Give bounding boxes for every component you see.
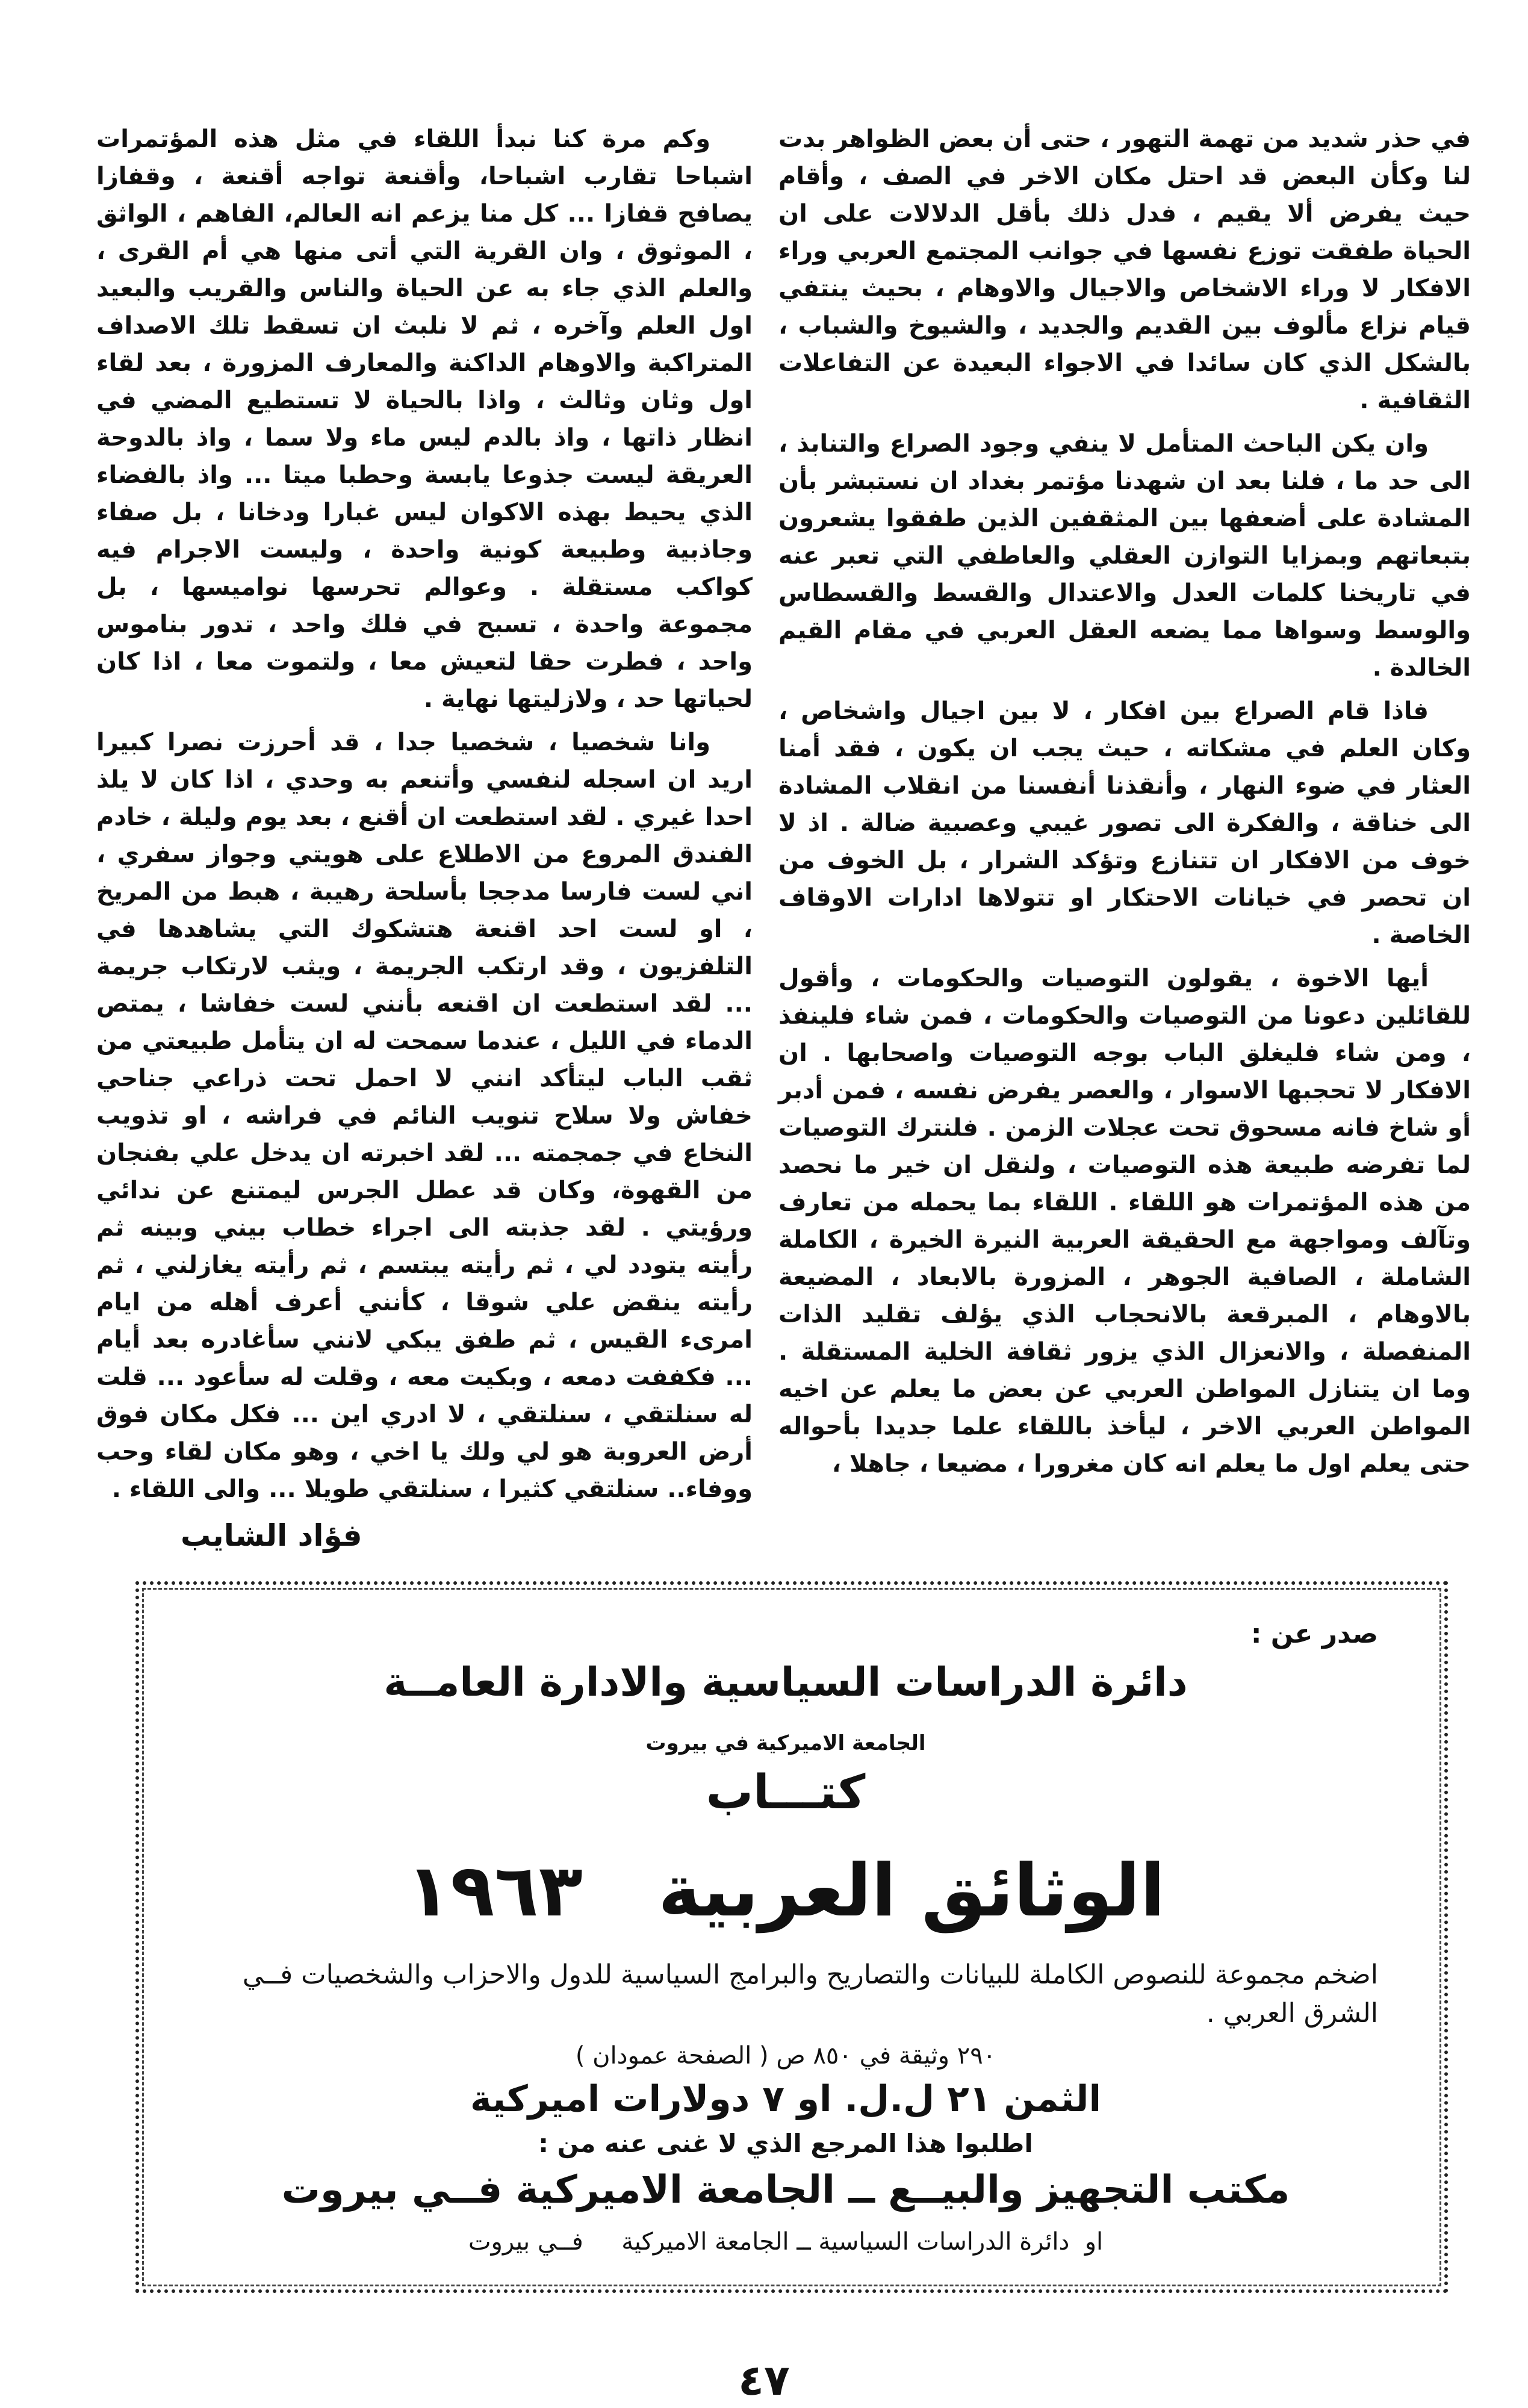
issued-by: صدر عن :	[1250, 1619, 1378, 1649]
paragraph: وان يكن الباحث المتأمل لا ينفي وجود الصراع والتنابذ ، الى حد ما ، فلنا بعد ان شهدنا مؤتمر بغداد ان نستبشر بأن المشادة على أضعفها بين المثقفين الذين طفقوا يشعرون بتبعاتهم وبمزايا التوازن العقلي والعاطفي التي تعبر عنه في تاريخنا كلمات العدل والاعتدال والقسط والقسطاس والوسط وسواها مما يضعه العقل العربي في مقام القيم الخالدة .	[778, 430, 1471, 682]
paragraph: في حذر شديد من تهمة التهور ، حتى أن بعض الظواهر بدت لنا وكأن البعض قد احتل مكان الاخر في الصف ، وأقام حيث يفرض ألا يقيم ، فدل ذلك بأقل الدلالات على ان الحياة طفقت توزع نفسها في جوانب المجتمع العربي وراء الافكار لا وراء الاشخاص والاجيال والاوهام ، بحيث ينتفي قيام نزاع مألوف بين القديم والجديد ، والشيوخ والشباب ، بالشكل الذي كان سائدا في الاجواء البعيدة عن التفاعلات الثقافية .	[778, 125, 1471, 414]
paragraph: فاذا قام الصراع بين افكار ، لا بين اجيال واشخاص ، وكان العلم في مشكاته ، حيث يجب ان يكون ، فقد أمنا العثار في ضوء النهار ، وأنقذنا أنفسنا من انقلاب المشادة الى خناقة ، والفكرة الى تصور غيبي وعصبية ضالة . اذ لا خوف من الافكار ان تتنازع وتؤكد الشرار ، بل الخوف من ان تحصر في خيانات الاحتكار او تتولاها ادارات الاوقاف الخاصة .	[778, 697, 1471, 949]
order-prompt: اطلبوا هذا المرجع الذي لا غنى عنه من :	[538, 2129, 1033, 2159]
article-columns	[96, 120, 1471, 1557]
seller-name: مكتب التجهيز والبيــع ــ الجامعة الاميركية فــي بيروت	[281, 2168, 1290, 2213]
book-title: الوثائق العربية ١٩٦٣	[406, 1849, 1166, 1933]
paragraph: أيها الاخوة ، يقولون التوصيات والحكومات ، وأقول للقائلين دعونا من التوصيات والحكومات ، فمن شاء فلينفذ ، ومن شاء فليغلق الباب بوجه التوصيات واصحابها . ان الافكار لا تحجبها الاسوار ، والعصر يفرض نفسه ، فمن أدبر أو شاخ فانه مسحوق تحت عجلات الزمن . فلنترك التوصيات لما تفرضه طبيعة هذه التوصيات ، ولنقل ان خير ما نحصد من هذه المؤتمرات هو اللقاء . اللقاء بما يحمله من تعارف وتآلف ومواجهة مع الحقيقة العربية النيرة الخيرة ، الكاملة الشاملة ، الصافية الجوهر ، المزورة بالابعاد ، المضيعة بالاوهام ، المبرقعة بالانحجاب الذي يؤلف تقليد الذات المنفصلة ، والانعزال الذي يزور ثقافة الخلية المستقلة . وما ان يتنازل المواطن العربي عن بعض ما يعلم عن اخيه المواطن العربي الاخر ، ليأخذ باللقاء علما جديدا بأحواله حتى يعلم اول ما يعلم انه كان مغرورا ، مضيعا ، جاهلا ،	[778, 965, 1471, 1478]
book-price: الثمن ٢١ ل.ل. او ٧ دولارات اميركية	[470, 2078, 1102, 2121]
paragraph: وكم مرة كنا نبدأ اللقاء في مثل هذه المؤتمرات اشباحا تقارب اشباحا، وأقنعة تواجه أقنعة ، وقفازا يصافح قفازا ... كل منا يزعم انه العالم، الفاهم ، الواثق ، الموثوق ، وان القرية التي أتى منها هي أم القرى ، والعلم الذي جاء به عن الحياة والناس والقريب والبعيد اول العلم وآخره ، ثم لا نلبث ان تسقط تلك الاصداف المتراكبة والاوهام الداكنة والمعارف المزورة ، بعد لقاء اول وثان وثالث ، واذا بالحياة لا تستطيع المضي في انظار ذاتها ، واذ بالدم ليس ماء ولا سما ، واذ بالدوحة العريقة ليست جذوعا يابسة وحطبا ميتا ... واذ بالفضاء الذي يحيط بهذه الاكوان ليس غبارا ودخانا ، بل صفاء وجاذبية وطبيعة كونية واحدة ، وليست الاجرام فيه كواكب مستقلة . وعوالم تحرسها نواميسها ، بل مجموعة واحدة ، تسبح في فلك واحد ، تدور بناموس واحد ، فطرت حقا لتعيش معا ، ولتموت معا ، اذا كان لحياتها حد ، ولازليتها نهاية .	[96, 125, 753, 713]
university-name: الجامعة الاميركية في بيروت	[645, 1731, 926, 1756]
alternative-seller: او دائرة الدراسات السياسية ــ الجامعة الاميركية فــي بيروت	[468, 2228, 1104, 2256]
book-label: كتـــاب	[706, 1765, 866, 1820]
page-number: ٤٧	[738, 2356, 790, 2406]
left-column	[96, 120, 753, 1557]
department-name: دائرة الدراسات السياسية والادارة العامــة	[384, 1658, 1188, 1705]
book-advertisement	[135, 1581, 1448, 2293]
author-signature: فؤاد الشايب	[181, 1518, 362, 1553]
book-description: اضخم مجموعة للنصوص الكاملة للبيانات والتصاريح والبرامج السياسية للدول والاحزاب والشخصيات فــي الشرق العربي .	[242, 1959, 1378, 2029]
right-column	[778, 120, 1471, 1489]
book-details: ٢٩٠ وثيقة في ٨٥٠ ص ( الصفحة عمودان )	[575, 2042, 996, 2070]
paragraph: وانا شخصيا ، شخصيا جدا ، قد أحرزت نصرا كبيرا اريد ان اسجله لنفسي وأتنعم به وحدي ، اذا كان لا يلذ احدا غيري . لقد استطعت ان أقنع ، بعد يوم وليلة ، خادم الفندق المروع من الاطلاع على هويتي وجواز سفري ، اني لست فارسا مدججا بأسلحة رهيبة ، هبط من المريخ ، او لست احد اقنعة هتشكوك التي يشاهدها في التلفزيون ، وقد ارتكب الجريمة ، ويثب لارتكاب جريمة ... لقد استطعت ان اقنعه بأنني لست خفاشا ، يمتص الدماء في الليل ، عندما سمحت له ان يتأمل طبيعتي من ثقب الباب ليتأكد انني لا احمل تحت ذراعي جناحي خفاش ولا سلاح تنويب النائم في فراشه ، او تذويب النخاع في جمجمته ... لقد اخبرته ان يدخل علي بفنجان من القهوة، وكان قد عطل الجرس ليمتنع عن ندائي ورؤيتي . لقد جذبته الى اجراء خطاب بيني وبينه ثم رأيته يتودد لي ، ثم رأيته يبتسم ، ثم رأيته يغازلني ، ثم رأيته ينقض علي شوقا ، كأنني أعرف أهله من ايام امرىء القيس ، ثم طفق يبكي لانني سأغادره بعد أيام ... فكففت دمعه ، وبكيت معه ، وقلت له سأعود ... قلت له سنلتقي ، سنلتقي ، لا ادري اين ... فكل مكان فوق أرض العروبة هو لي ولك يا اخي ، وهو مكان لقاء وحب ووفاء.. سنلتقي كثيرا ، سنلتقي طويلا ... والى اللقاء .	[96, 729, 753, 1503]
